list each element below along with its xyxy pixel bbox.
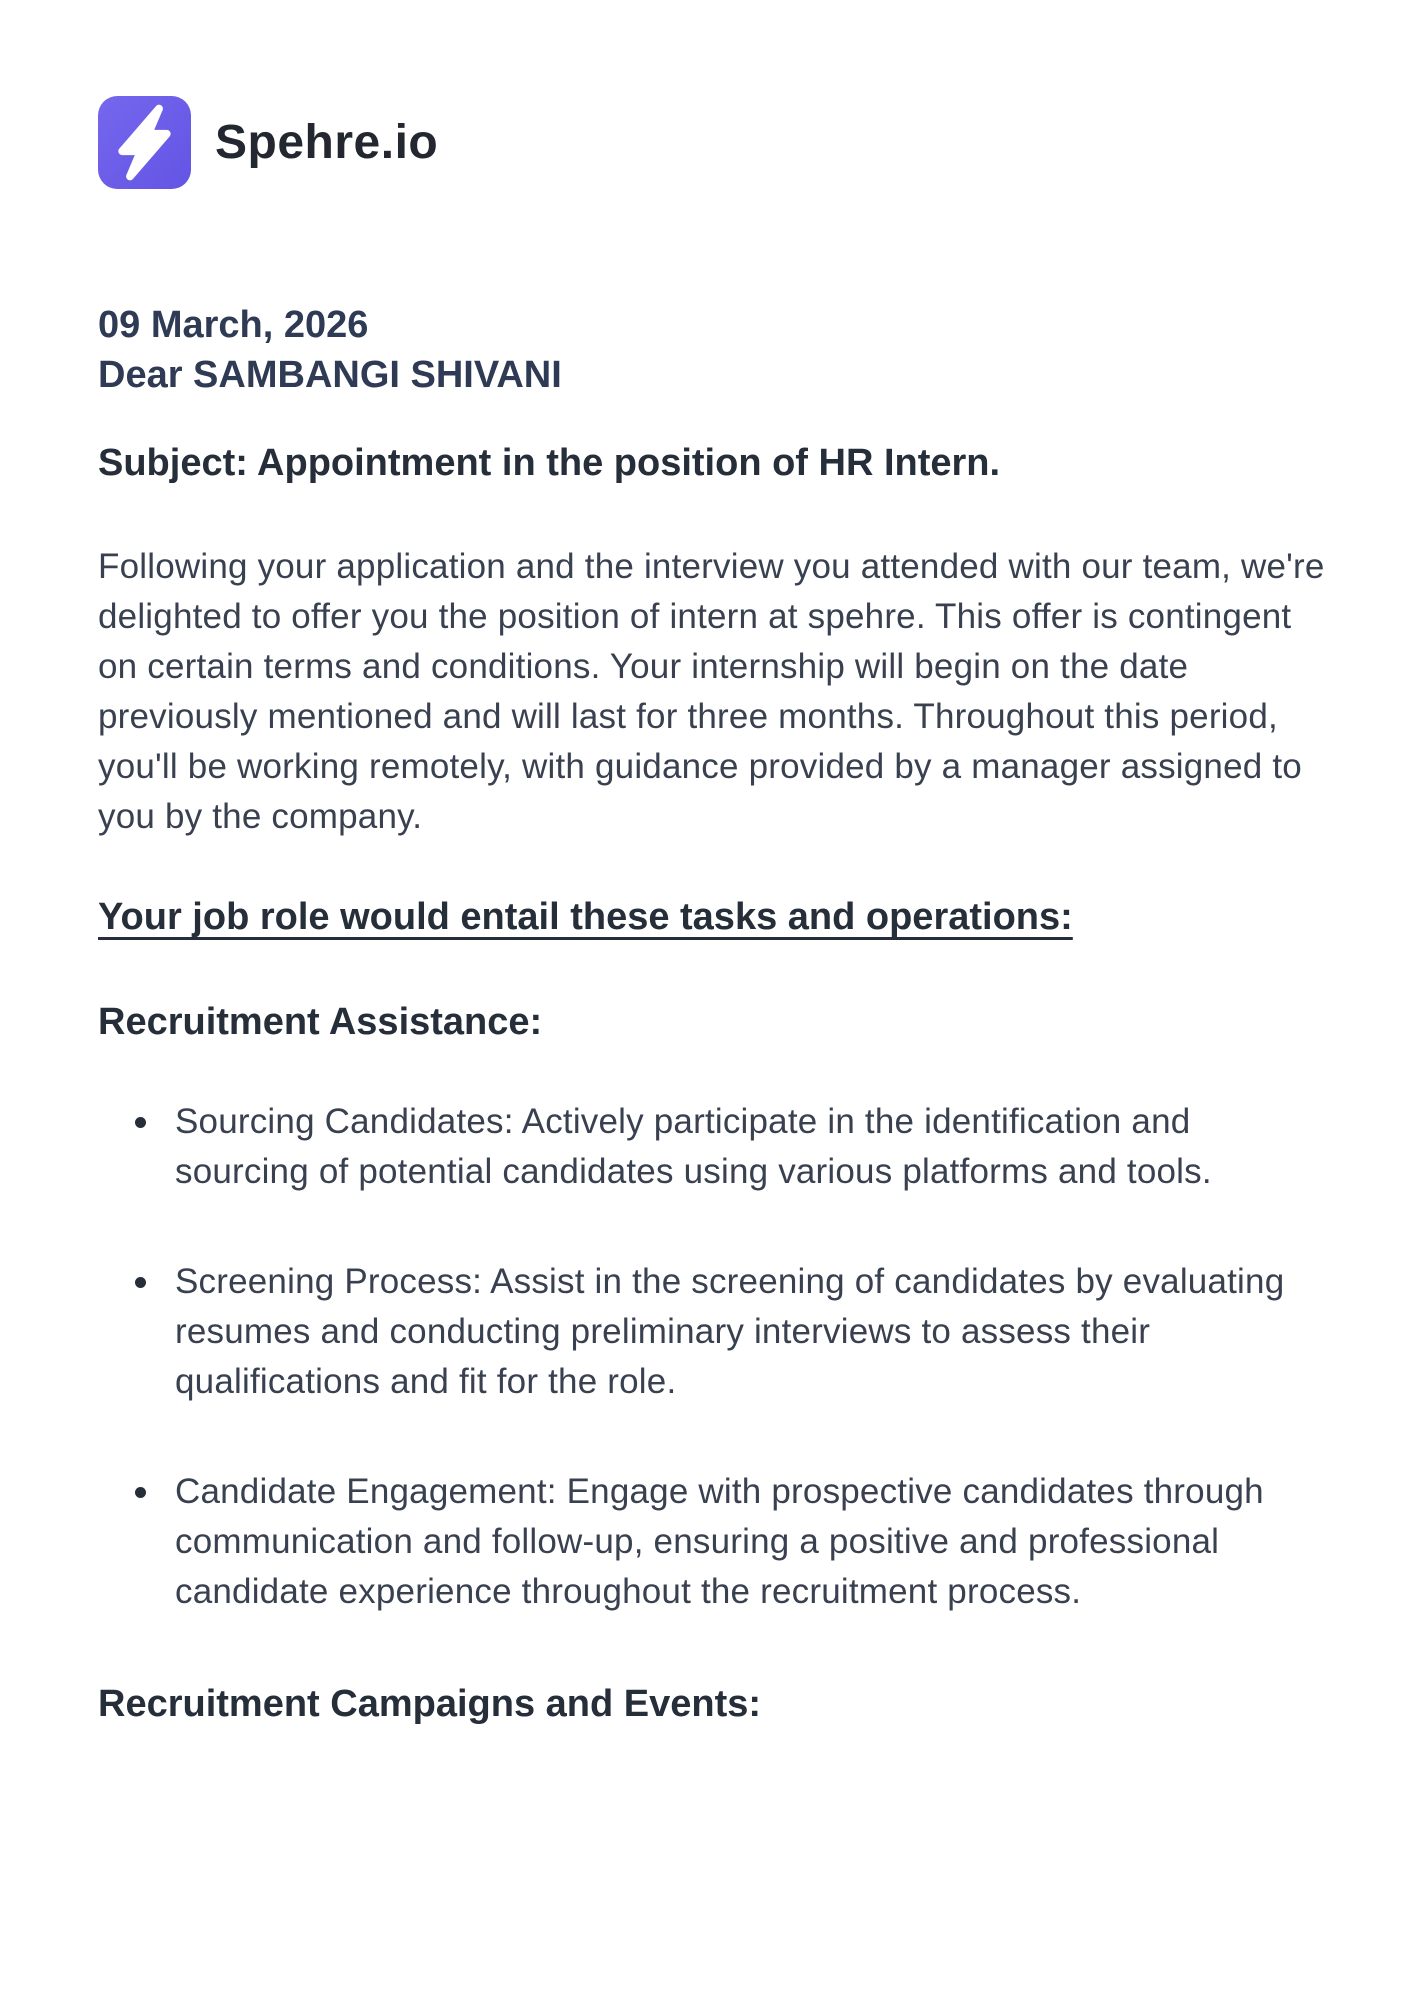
letter-date: 09 March, 2026 <box>98 304 369 346</box>
brand-logo <box>98 95 1328 190</box>
brand-name: Spehre.io <box>215 116 439 169</box>
tasks-heading: Your job role would entail these tasks and operations: <box>98 896 1073 938</box>
list-item: Candidate Engagement: Engage with prospective candidates through communication and follow-up, ensuring a positive and professional candidate experience throughout the recruitment process. <box>98 1467 1328 1617</box>
bolt-s-icon <box>98 95 191 190</box>
list-item: Screening Process: Assist in the screening of candidates by evaluating resumes and conducting preliminary interviews to assess their qualifications and fit for the role. <box>98 1257 1328 1407</box>
subject-line: Subject: Appointment in the position of HR Intern. <box>98 442 1001 484</box>
intro-paragraph: Following your application and the interview you attended with our team, we're delighted to offer you the position of intern at spehre. This offer is contingent on certain terms and conditions. Your internship will begin on the date previously mentioned and will last for three months. Throughout this period, you'll be working remotely, with guidance provided by a manager assigned to you by the company. <box>98 547 1325 836</box>
date-greeting-block <box>98 300 1328 400</box>
recruitment-assistance-list <box>98 1097 1328 1617</box>
list-item: Sourcing Candidates: Actively participate in the identification and sourcing of potential candidates using various platforms and tools. <box>98 1097 1328 1197</box>
section-title-recruitment-campaigns: Recruitment Campaigns and Events: <box>98 1683 762 1725</box>
letter-greeting: Dear SAMBANGI SHIVANI <box>98 354 562 396</box>
section-title-recruitment-assistance: Recruitment Assistance: <box>98 1001 543 1043</box>
